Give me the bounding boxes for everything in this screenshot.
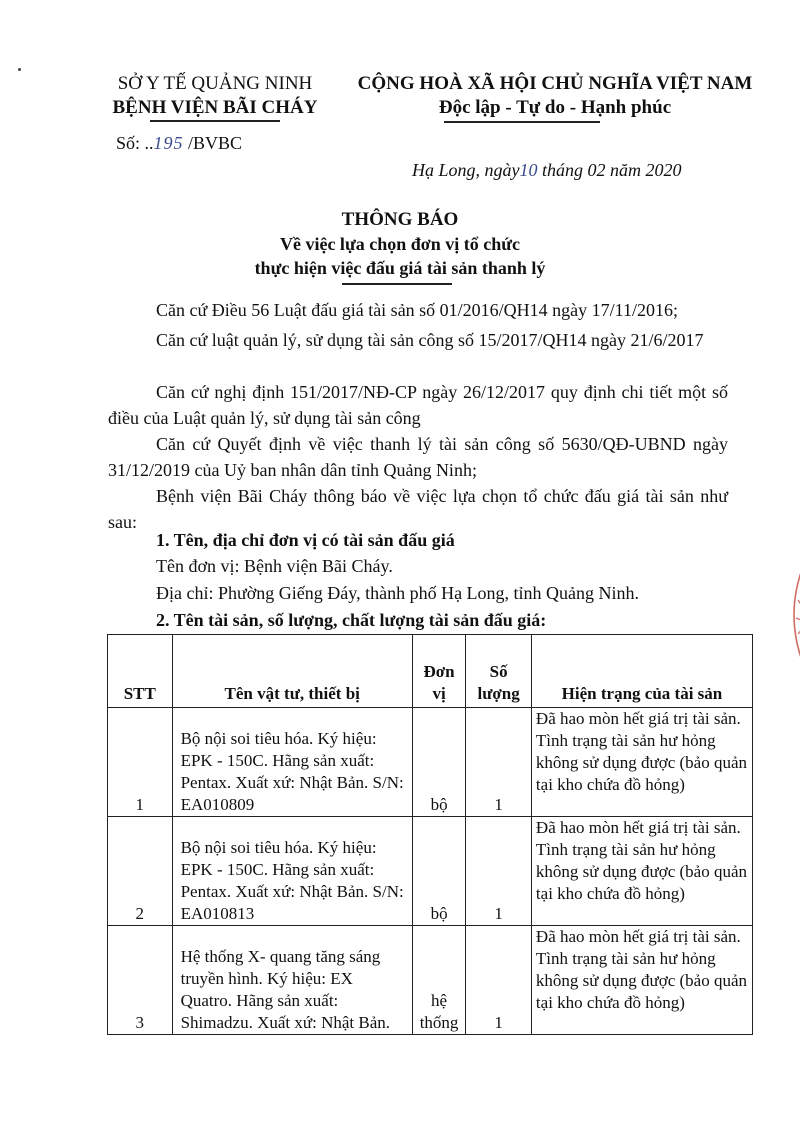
title-subject-line2: thực hiện việc đấu giá tài sản thanh lý xyxy=(254,258,546,278)
header-name: Tên vật tư, thiết bị xyxy=(172,635,412,708)
header-unit: Đơn vị xyxy=(412,635,465,708)
national-header xyxy=(330,72,780,120)
org-name: BỆNH VIỆN BÃI CHÁY xyxy=(112,97,318,118)
row-status: Đã hao mòn hết giá trị tài sản. Tình trạng tài sản hư hỏng không sử dụng được (bảo quản tại kho chứa đồ hỏng) xyxy=(531,708,752,817)
document-number xyxy=(116,133,242,154)
header-stt: STT xyxy=(108,635,173,708)
row-stt: 3 xyxy=(108,926,173,1035)
motto-underline xyxy=(444,121,600,123)
scan-speck xyxy=(18,68,21,71)
document-date xyxy=(412,160,682,181)
legal-basis-4: Căn cứ Quyết định về việc thanh lý tài sản công số 5630/QĐ-UBND ngày 31/12/2019 của Uỷ ban nhân dân tỉnh Quảng Ninh; xyxy=(108,434,728,480)
org-parent: SỞ Y TẾ QUẢNG NINH xyxy=(117,73,313,94)
row-stt: 2 xyxy=(108,817,173,926)
row-stt: 1 xyxy=(108,708,173,817)
row-qty: 1 xyxy=(466,926,532,1035)
stamp-icon xyxy=(782,560,800,670)
row-unit: bộ xyxy=(412,817,465,926)
unit-address: Địa chỉ: Phường Giếng Đáy, thành phố Hạ Long, tỉnh Quảng Ninh. xyxy=(156,583,640,603)
row-name: Hệ thống X- quang tăng sáng truyền hình. Ký hiệu: EX Quatro. Hãng sản xuất: Shimadzu. Xuất xứ: Nhật Bản. xyxy=(172,926,412,1035)
row-qty: 1 xyxy=(466,817,532,926)
date-prefix: Hạ Long, ngày xyxy=(412,160,520,180)
document-title: THÔNG BÁO xyxy=(341,209,459,230)
section-2-heading: 2. Tên tài sản, số lượng, chất lượng tài sản đấu giá: xyxy=(156,610,547,630)
legal-basis-2: Căn cứ luật quản lý, sử dụng tài sản công số 15/2017/QH14 ngày 21/6/2017 xyxy=(156,330,704,350)
date-suffix: tháng 02 năm 2020 xyxy=(537,160,682,180)
unit-name: Tên đơn vị: Bệnh viện Bãi Cháy. xyxy=(156,556,393,576)
legal-basis-1: Căn cứ Điều 56 Luật đấu giá tài sản số 01/2016/QH14 ngày 17/11/2016; xyxy=(156,300,679,320)
national-motto: Độc lập - Tự do - Hạnh phúc xyxy=(438,97,672,118)
number-prefix: Số: .. xyxy=(116,133,154,153)
table-row xyxy=(108,817,753,926)
table-header-row xyxy=(108,635,753,708)
date-day-handwritten: 10 xyxy=(519,160,538,180)
announcement-intro: Bệnh viện Bãi Cháy thông báo về việc lựa chọn tổ chức đấu giá tài sản như sau: xyxy=(108,486,728,532)
number-handwritten: 195 xyxy=(153,133,184,153)
row-unit: bộ xyxy=(412,708,465,817)
org-underline xyxy=(150,120,280,122)
row-name: Bộ nội soi tiêu hóa. Ký hiệu: EPK - 150C. Hãng sản xuất: Pentax. Xuất xứ: Nhật Bản. S/N: EA010813 xyxy=(172,817,412,926)
country-name: CỘNG HOÀ XÃ HỘI CHỦ NGHĨA VIỆT NAM xyxy=(357,73,753,94)
assets-table xyxy=(107,634,753,1035)
table-row xyxy=(108,926,753,1035)
row-name: Bộ nội soi tiêu hóa. Ký hiệu: EPK - 150C. Hãng sản xuất: Pentax. Xuất xứ: Nhật Bản. S/N: EA010809 xyxy=(172,708,412,817)
number-suffix: /BVBC xyxy=(183,133,243,153)
row-status: Đã hao mòn hết giá trị tài sản. Tình trạng tài sản hư hỏng không sử dụng được (bảo quản tại kho chứa đồ hỏng) xyxy=(531,926,752,1035)
row-status: Đã hao mòn hết giá trị tài sản. Tình trạng tài sản hư hỏng không sử dụng được (bảo quản tại kho chứa đồ hỏng) xyxy=(531,817,752,926)
title-underline xyxy=(342,283,452,285)
header-status: Hiện trạng của tài sản xyxy=(531,635,752,708)
title-subject-line1: Về việc lựa chọn đơn vị tổ chức xyxy=(279,234,521,254)
header-qty: Số lượng xyxy=(466,635,532,708)
legal-basis-3: Căn cứ nghị định 151/2017/NĐ-CP ngày 26/12/2017 quy định chi tiết một số điều của Luật quản lý, sử dụng tài sản công xyxy=(108,382,728,428)
issuing-organization xyxy=(90,72,340,120)
section-1-heading: 1. Tên, địa chỉ đơn vị có tài sản đấu giá xyxy=(156,530,455,550)
row-qty: 1 xyxy=(466,708,532,817)
row-unit: hệ thống xyxy=(412,926,465,1035)
document-title-block xyxy=(150,208,650,280)
table-row xyxy=(108,708,753,817)
